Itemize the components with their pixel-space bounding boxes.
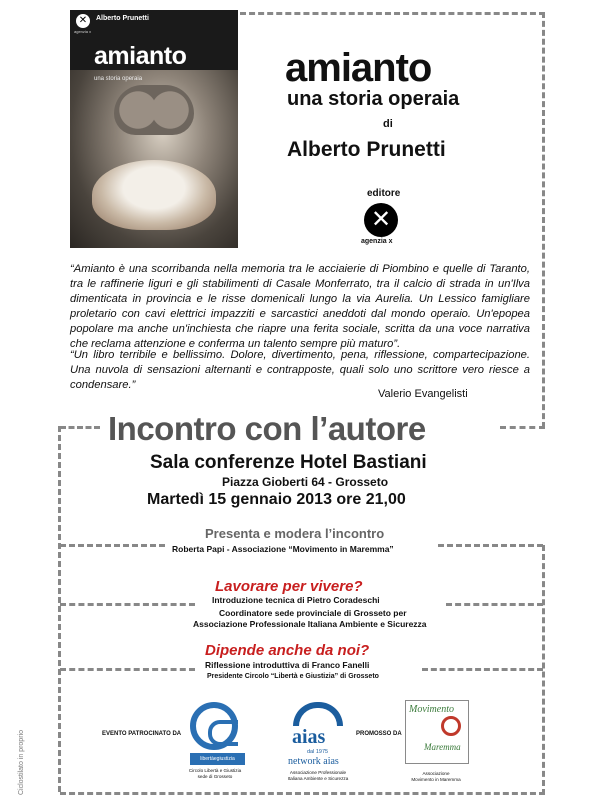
logo2-text: aias [292,726,326,748]
promosso-label: PROMOSSO DA [356,731,402,737]
event-venue: Sala conferenze Hotel Bastiani [150,452,427,473]
publisher-name: agenzia x [361,238,393,245]
presenta-heading: Presenta e modera l’incontro [205,526,385,541]
publisher-x-icon: ✕ [76,14,90,28]
frame-presenta-left [60,544,165,547]
quote-2: “Un libro terribile e bellissimo. Dolore, divertimento, pena, riflessione, compartecipazione. Una nuvola di sensazioni alternanti e contrapposte, quali solo uno scrittore vero riesce a condensare.” [70,349,530,391]
editore-label: editore [367,188,401,199]
session-2-intro: Riflessione introduttiva di Franco Fanelli [205,660,370,670]
logo1-label: libertàegiustizia [190,753,245,765]
frame-left-stub [60,426,100,429]
logo3-circle-icon [441,716,461,736]
session-1-title: Lavorare per vivere? [215,578,363,595]
frame-s2-left [60,668,195,671]
book-author: Alberto Prunetti [287,138,446,161]
book-di: di [383,118,393,130]
logo2-network: network aias [288,756,339,767]
book-cover [70,10,238,248]
logo2-caption-1: Associazione Professionale [289,770,347,775]
logo2-year: dal 1975 [307,749,329,755]
quote-1: “Amianto è una scorribanda nella memoria tra le acciaierie di Piombino e quelle di Taranto, tra le raffinerie liguri e gli stabilimenti di Casale Monferrato, tra il calcio di strada in un'Ilva dimenticata in provincia e le risse domenicali lungo la via Aurelia. Un Lessico famigliare proletario con cavi elettrici impazziti e sarcastici aneddoti dal mondo operaio. Un'epopea popolare ma anche un'inchiesta che riapre una ferita sociale, scritta da una voce narrativa che reclama attenzione e conferma un talento sempre più maturo”. [70,263,530,350]
cover-publisher-sub: agenzia x [74,29,92,34]
frame-top [240,12,545,15]
logo3-caption-2: Movimento in Maremma [411,777,461,782]
session-1-intro: Introduzione tecnica di Pietro Coradeschi [212,595,380,605]
frame-s1-left [60,603,195,606]
logo3-text-b: Maremma [424,742,461,752]
frame-right [542,12,545,428]
presenta-name: Roberta Papi - Associazione “Movimento in Maremma” [172,544,394,554]
event-heading: Incontro con l’autore [108,410,426,447]
event-address: Piazza Gioberti 64 - Grosseto [222,475,389,489]
logo3-caption-1: Associazione [422,771,450,776]
patrocinato-label: EVENTO PATROCINATO DA [102,731,182,737]
frame-upper-mid [500,426,545,429]
frame-s1-right [446,603,543,606]
book-subtitle: una storia operaia [287,88,460,110]
session-1-role-1: Coordinatore sede provinciale di Grosseto per [219,608,407,618]
frame-bottom [60,792,545,795]
frame-left [58,426,61,792]
book-title: amianto [285,46,432,90]
frame-presenta-right [438,544,543,547]
cover-subtitle: una storia operaia [94,76,143,82]
event-date: Martedì 15 gennaio 2013 ore 21,00 [147,491,406,508]
logo1-caption-1: Circolo Libertà e Giustizia [188,768,242,773]
cover-author: Alberto Prunetti [96,15,149,22]
session-1-role-2: Associazione Professionale Italiana Ambiente e Sicurezza [193,619,427,629]
liberta-giustizia-logo [190,702,238,750]
logo2-caption-2: Italiana Ambiente e Sicurezza [287,776,349,781]
frame-s2-right [422,668,543,671]
vertical-note: Ciclostilato in proprio [18,730,25,795]
hands-asbestos-shape [92,160,216,230]
logo3-text-a: Movimento [409,704,454,715]
logo1-caption-2: sede di Grosseto [197,774,233,779]
cover-title: amianto [94,42,187,70]
publisher-logo-icon: ✕ [364,203,398,237]
quote-2-author: Valerio Evangelisti [378,388,468,400]
session-2-title: Dipende anche da noi? [205,642,370,659]
gas-mask-shape [114,85,194,135]
session-2-role: Presidente Circolo “Libertà e Giustizia” di Grosseto [207,673,379,680]
